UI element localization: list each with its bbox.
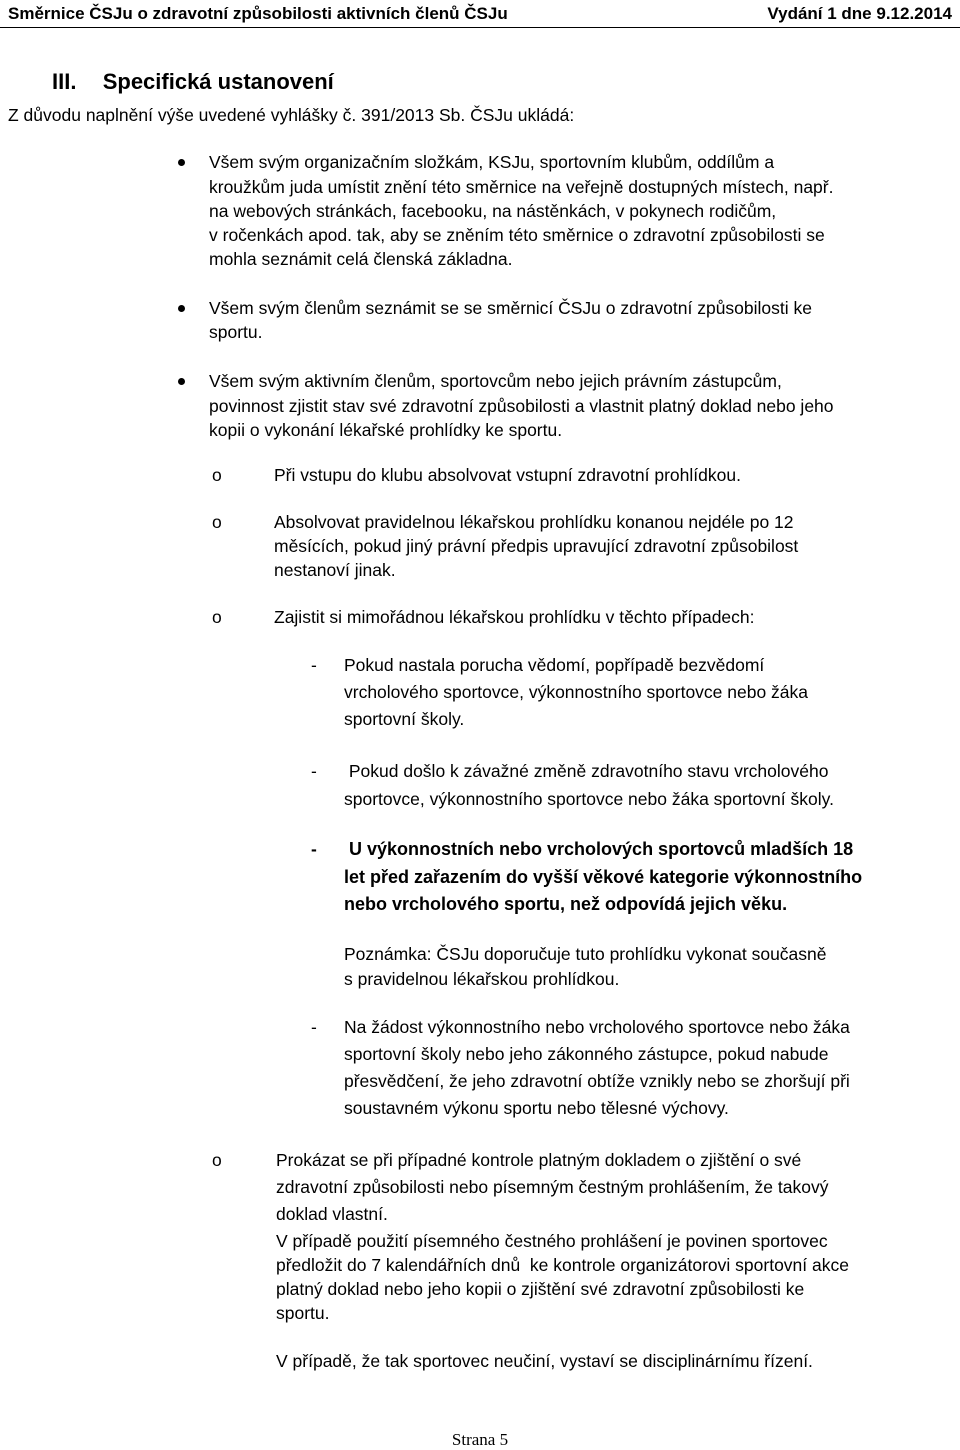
- bullet-1-line: kroužkům juda umístit znění této směrnice na veřejně dostupných místech, např.: [209, 177, 834, 197]
- dash-item-4-line: sportovní školy nebo jeho zákonného zástupce, pokud nabude: [344, 1044, 829, 1064]
- header-divider: [0, 27, 960, 28]
- sub-item-3-line: Zajistit si mimořádnou lékařskou prohlídku v těchto případech:: [274, 607, 755, 627]
- dash-marker: -: [311, 761, 317, 781]
- dash-marker: -: [311, 1017, 317, 1037]
- sub-item-2-line: Absolvovat pravidelnou lékařskou prohlídku konanou nejdéle po 12: [274, 512, 794, 532]
- last-item-line: platný doklad nebo jeho kopii o zjištění své zdravotní způsobilosti ke: [276, 1279, 805, 1299]
- section-heading: [52, 68, 334, 96]
- dash-marker: -: [311, 655, 317, 675]
- dash-marker: -: [311, 839, 317, 859]
- bullet-3-line: povinnost zjistit stav své zdravotní způsobilosti a vlastnit platný doklad nebo jeho: [209, 396, 834, 416]
- dash-item-2-line: Pokud došlo k závažné změně zdravotního stavu vrcholového: [344, 761, 829, 781]
- last-item-line: sportu.: [276, 1303, 330, 1323]
- bullet-1-line: v ročenkách apod. tak, aby se zněním této směrnice o zdravotní způsobilosti se: [209, 225, 825, 245]
- dash-item-4-line: přesvědčení, že jeho zdravotní obtíže vznikly nebo se zhoršují při: [344, 1071, 850, 1091]
- bullet-2-line: sportu.: [209, 322, 263, 342]
- bullet-marker: [178, 305, 185, 312]
- note-line: s pravidelnou lékařskou prohlídkou.: [344, 969, 620, 989]
- dash-item-2-line: sportovce, výkonnostního sportovce nebo žáka sportovní školy.: [344, 789, 834, 809]
- dash-item-4-line: soustavném výkonu sportu nebo tělesné výchovy.: [344, 1098, 729, 1118]
- sub-item-marker: o: [212, 465, 222, 485]
- section-title: Specifická ustanovení: [102, 69, 334, 94]
- document-header-title: Směrnice ČSJu o zdravotní způsobilosti aktivních členů ČSJu: [8, 4, 508, 23]
- last-item-line: Prokázat se při případné kontrole platným dokladem o zjištění o své: [276, 1150, 802, 1170]
- sub-item-2-line: měsících, pokud jiný právní předpis upravující zdravotní způsobilost: [274, 536, 799, 556]
- bullet-2-line: Všem svým členům seznámit se se směrnicí ČSJu o zdravotní způsobilosti ke: [209, 298, 812, 318]
- sub-item-2-line: nestanoví jinak.: [274, 560, 396, 580]
- last-item-line: předložit do 7 kalendářních dnů ke kontrole organizátorovi sportovní akce: [276, 1255, 849, 1275]
- section-number: III.: [52, 69, 77, 94]
- section-intro: Z důvodu naplnění výše uvedené vyhlášky č. 391/2013 Sb. ČSJu ukládá:: [8, 105, 575, 125]
- last-item-line: V případě použití písemného čestného prohlášení je povinen sportovec: [276, 1231, 828, 1251]
- dash-item-1-line: vrcholového sportovce, výkonnostního sportovce nebo žáka: [344, 682, 809, 702]
- bullet-marker: [178, 159, 185, 166]
- dash-item-1-line: sportovní školy.: [344, 709, 465, 729]
- bullet-3-line: kopii o vykonání lékařské prohlídky ke sportu.: [209, 420, 563, 440]
- dash-item-1-line: Pokud nastala porucha vědomí, popřípadě bezvědomí: [344, 655, 765, 675]
- note-line: Poznámka: ČSJu doporučuje tuto prohlídku vykonat současně: [344, 944, 827, 964]
- bullet-1-line: na webových stránkách, facebooku, na nástěnkách, v pokynech rodičům,: [209, 201, 777, 221]
- final-statement: V případě, že tak sportovec neučiní, vystaví se disciplinárnímu řízení.: [276, 1351, 813, 1371]
- bullet-3-line: Všem svým aktivním členům, sportovcům nebo jejich právním zástupcům,: [209, 371, 782, 391]
- dash-item-3-line: nebo vrcholového sportu, než odpovídá jejich věku.: [344, 894, 788, 914]
- sub-item-marker: o: [212, 512, 222, 532]
- page-number: Strana 5: [451, 1430, 509, 1449]
- bullet-1-line: mohla seznámit celá členská základna.: [209, 249, 513, 269]
- sub-item-marker: o: [212, 1150, 222, 1170]
- bullet-marker: [178, 378, 185, 385]
- dash-item-3-line: U výkonnostních nebo vrcholových sportovců mladších 18: [344, 839, 854, 859]
- last-item-line: zdravotní způsobilosti nebo písemným čestným prohlášením, že takový: [276, 1177, 829, 1197]
- sub-item-1-line: Při vstupu do klubu absolvovat vstupní zdravotní prohlídkou.: [274, 465, 741, 485]
- last-item-line: doklad vlastní.: [276, 1204, 388, 1224]
- sub-item-marker: o: [212, 607, 222, 627]
- dash-item-3-line: let před zařazením do vyšší věkové kategorie výkonnostního: [344, 867, 863, 887]
- dash-item-4-line: Na žádost výkonnostního nebo vrcholového sportovce nebo žáka: [344, 1017, 850, 1037]
- document-header-edition: Vydání 1 dne 9.12.2014: [767, 4, 952, 23]
- bullet-1-line: Všem svým organizačním složkám, KSJu, sportovním klubům, oddílům a: [209, 152, 775, 172]
